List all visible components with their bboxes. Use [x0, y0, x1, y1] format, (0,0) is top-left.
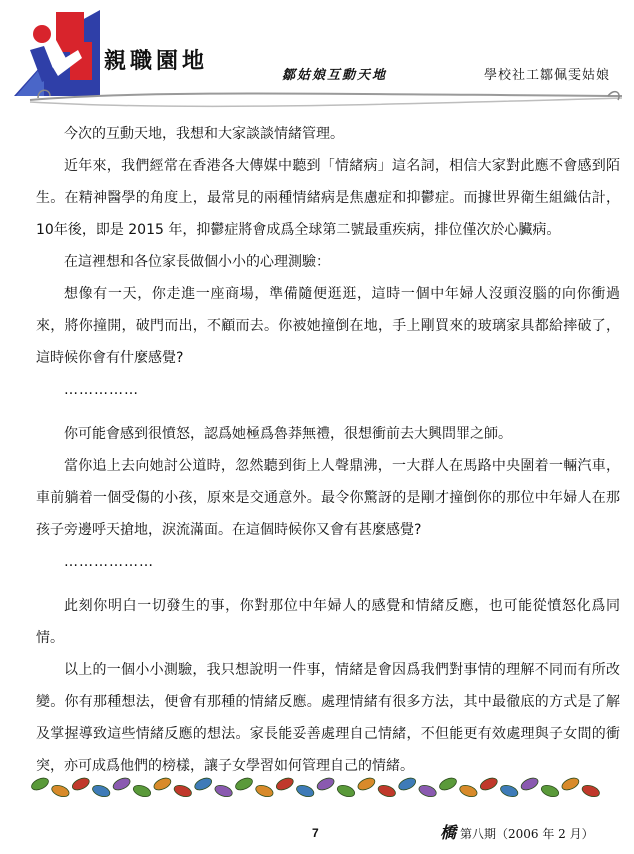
paragraph: 想像有一天，你走進一座商場，準備隨便逛逛，這時一個中年婦人沒頭沒腦的向你衝過來，將你撞開，破門而出，不顧而去。你被她撞倒在地，手上剛買來的玻璃家具都給摔破了，這時候你會有什麼感覺? [36, 286, 620, 366]
leaf-ornament [132, 783, 152, 799]
leaf-ornament [377, 783, 397, 799]
ellipsis-line: …………… [64, 382, 139, 398]
column-title: 鄒姑娘互動天地 [282, 68, 388, 83]
leaf-ornament [295, 783, 315, 799]
ellipsis-line: ……………… [64, 554, 154, 570]
leaf-ornament [173, 783, 193, 799]
leaf-ornament [213, 783, 233, 799]
leaf-ornament [560, 776, 581, 793]
leaf-ornament [479, 776, 500, 793]
paragraph: 此刻你明白一切發生的事，你對那位中年婦人的感覺和情緒反應，也可能從憤怒化爲同情。 [36, 598, 620, 646]
leaf-ornament [91, 783, 111, 799]
leaf-ornament [30, 776, 50, 793]
leaf-ornament [540, 783, 560, 799]
leaf-ornament [438, 776, 459, 793]
leaf-ornament [458, 783, 478, 799]
leaf-ornament [111, 776, 132, 793]
paragraph: 你可能會感到很憤怒，認爲她極爲魯莽無禮，很想衝前去大興問罪之師。 [64, 426, 512, 442]
paragraph: 以上的一個小小測驗，我只想說明一件事，情緒是會因爲我們對事情的理解不同而有所改變。你有那種想法，便會有那種的情緒反應。處理情緒有很多方法，其中最徹底的方式是了解及掌握導致這些情緒反應的想法。家長能妥善處理自己情緒，不但能更有效處理與子女間的衝突，亦可成爲他們的榜樣，讓子女學習如何管理自己的情緒。 [36, 662, 620, 774]
leaf-ornament [193, 776, 214, 793]
issue-info [440, 820, 594, 843]
brand-title: 親職園地 [104, 48, 209, 74]
leaf-ornament [234, 776, 255, 793]
paragraph: 今次的互動天地，我想和大家談談情緒管理。 [64, 126, 344, 142]
leaf-ornament [356, 776, 377, 793]
header-divider-swoosh [28, 84, 624, 114]
paragraph: 近年來，我們經常在香港各大傳媒中聽到「情緒病」這名詞，相信大家對此應不會感到陌生。在精神醫學的角度上，最常見的兩種情緒病是焦慮症和抑鬱症。而據世界衛生組織估計，10年後，即是 2015 年，抑鬱症將會成爲全球第二號最重疾病，排位僅次於心臟病。 [36, 158, 620, 238]
leaf-ornament [519, 776, 540, 793]
page-number: 7 [312, 826, 319, 840]
article-body [36, 118, 620, 782]
paragraph: 當你追上去向她討公道時，忽然聽到街上人聲鼎沸，一大群人在馬路中央圍着一輛汽車，車前躺着一個受傷的小孩，原來是交通意外。最令你驚訝的是剛才撞倒你的那位中年婦人在那孩子旁邊呼天搶地，淚流滿面。在這個時候你又會有甚麼感覺? [36, 458, 620, 538]
author-byline: 學校社工鄒佩雯姑娘 [484, 68, 611, 83]
leaf-ornament [71, 776, 92, 793]
leaf-ornament [499, 783, 519, 799]
leaf-ornament [152, 776, 173, 793]
issue-mark: 橋 [440, 823, 457, 842]
leaf-ornament [417, 783, 437, 799]
issue-text: 第八期（2006 年 2 月） [460, 827, 594, 841]
leaf-ornament [336, 783, 356, 799]
leaf-ornament [275, 776, 296, 793]
leaf-ornament [397, 776, 418, 793]
leaf-border-divider [30, 774, 608, 802]
paragraph: 在這裡想和各位家長做個小小的心理測驗： [64, 254, 330, 270]
leaf-ornament [254, 783, 274, 799]
leaf-ornament [50, 783, 70, 799]
leaf-ornament [315, 776, 336, 793]
leaf-ornament [581, 783, 601, 799]
